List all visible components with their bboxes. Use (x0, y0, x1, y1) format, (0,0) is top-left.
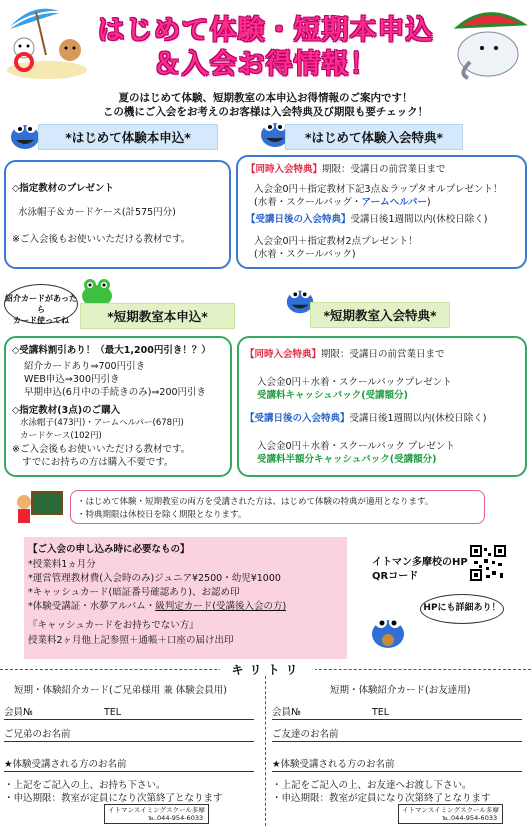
card-left-line-1 (4, 719, 254, 720)
card-right-name: ご友達のお名前 (272, 729, 339, 740)
short-benefit-a1: 入会金0円＋水着・スクールバックプレゼント (257, 377, 452, 388)
trial-benefit-a2-pre: (水着・スクールバッグ・ (254, 197, 362, 208)
trial-benefit-a2-post: ) (426, 197, 431, 208)
card-right-line-1 (272, 719, 522, 720)
section-header-trial-benefits: *はじめて体験入会特典* (285, 124, 463, 150)
tag-same-day-short-period: 期限：受講日の前営業日まで (321, 349, 445, 360)
required-item-2: *運営管理教材費(入会時のみ)ジュニア¥2500・幼児¥1000 (28, 573, 281, 584)
required-item-3: *キャッシュカード(暗証番号確認あり)、お認め印 (28, 587, 240, 598)
hp-detail-bubble: HPにも詳細あり！ (420, 594, 504, 624)
tag-same-day-short: 【同時入会特典】 (245, 349, 322, 360)
trial-benefit-b2: (水着・スクールバック) (254, 249, 356, 260)
card-left-star: ★体験受講される方のお名前 (4, 759, 127, 770)
trial-app-line-2: 水泳帽子＆カードケース(計575円分) (18, 207, 176, 218)
trial-application-box (4, 160, 231, 269)
card-left-tel: TEL (104, 707, 122, 718)
required-item-4-post: (受講後入会の方) (212, 601, 287, 612)
trial-app-line-1: ◇指定教材のプレゼント (12, 183, 114, 194)
section-header-trial-application: *はじめて体験本申込* (38, 124, 218, 150)
card-left-footer-2: ・申込期限：教室が定員になり次第終了となります (4, 793, 223, 804)
short-app-line-7: カードケース(102円) (20, 431, 102, 441)
card-left-stamp-tel: ℡.044-954-6033 (148, 814, 204, 822)
card-left-line-3 (4, 771, 254, 772)
trial-app-line-3: ※ご入会後もお使いいただける教材です。 (12, 234, 191, 245)
tag-after-short: 【受講日後の入会特典】 (245, 413, 350, 424)
intro-card-bubble (4, 284, 78, 324)
qr-code-icon[interactable] (470, 545, 506, 581)
page-title: はじめて体験・短期本申込 (97, 15, 434, 46)
card-right-tel: TEL (372, 707, 390, 718)
required-items-box (24, 537, 347, 659)
card-left-title: 短期・体験紹介カード(ご兄弟様用 兼 体験会員用) (14, 685, 227, 696)
short-app-line-8: ※ご入会後もお使いいただける教材です。 (12, 444, 191, 455)
referral-card-friends (268, 676, 531, 826)
card-right-footer-1: ・上記をご記入の上、お友達へお渡し下さい。 (272, 780, 472, 791)
card-left-stamp (104, 804, 209, 824)
card-right-star: ★体験受講される方のお名前 (272, 759, 395, 770)
referral-card-siblings (0, 676, 264, 826)
card-left-member: 会員№ (4, 707, 33, 718)
trial-benefit-a2-hl: アームヘルパー (361, 197, 427, 208)
card-left-footer-1: ・上記をご記入の上、お持ち下さい。 (4, 780, 166, 791)
trial-benefit-b1: 入会金0円＋指定教材2点プレゼント！ (254, 236, 418, 247)
tag-same-day-period: 期限：受講日の前営業日まで (322, 164, 446, 175)
tag-same-day: 【同時入会特典】 (246, 164, 323, 175)
page-subtitle: ＆入会お得情報！ (153, 49, 378, 80)
short-app-line-1: ◇受講料割引あり！（最大1,200円引き！？） (12, 345, 211, 356)
card-left-stamp-name: イトマンスイミングスクール多摩 (108, 806, 205, 814)
short-app-line-6: 水泳帽子(473円)・アームヘルパー(678円) (20, 418, 184, 428)
tag-after: 【受講日後の入会特典】 (246, 214, 351, 225)
short-app-line-9: すでにお持ちの方は購入不要です。 (22, 457, 174, 468)
short-app-line-2: 紹介カードあり⇒700円引き (24, 361, 146, 372)
short-application-box (4, 336, 232, 477)
note-2: ・特典期限は休校日を除く期限となります。 (77, 510, 247, 520)
short-benefits-box (237, 336, 527, 477)
required-item-6: 授業料2ヶ月他上記参照＋通帳＋口座の届け出印 (28, 635, 234, 646)
cookie-monster-icon (8, 120, 42, 150)
tag-after-period: 受講日後1週間以内(休校日除く) (350, 214, 488, 225)
card-right-stamp (398, 804, 503, 824)
card-right-footer-2: ・申込期限：教室が定員になり次第終了となります (272, 793, 491, 804)
trial-benefits-box (236, 155, 527, 269)
cookie-monster-icon (368, 610, 408, 650)
bubble-line-2: カード使ってね (13, 316, 69, 325)
required-item-4-pre: *体験受講証・水夢アルバム・ (28, 601, 156, 612)
section-header-short-benefits: *短期教室入会特典* (310, 302, 450, 328)
tag-after-short-period: 受講日後1週間以内(休校日除く) (349, 413, 487, 424)
card-left-name: ご兄弟のお名前 (4, 729, 71, 740)
card-left-line-2 (4, 741, 254, 742)
card-right-member: 会員№ (272, 707, 301, 718)
short-app-line-3: WEB申込⇒300円引き (24, 374, 120, 385)
required-item-1: *授業料1ヵ月分 (28, 559, 96, 570)
section-header-short-application: *短期教室本申込* (80, 303, 235, 329)
short-benefit-b2: 受講料半額分キャッシュバック(受講額分) (257, 454, 437, 465)
hp-label: イトマン多摩校のHP (372, 557, 468, 568)
intro-line-2: この機にご入会をお考えのお客様は入会特典及び期限も要チェック！ (102, 106, 429, 118)
notes-box (70, 490, 485, 524)
short-benefit-a2: 受講料キャッシュバック(受講額分) (257, 390, 408, 401)
cut-label: キリトリ (220, 661, 315, 678)
required-title: 【ご入会の申し込み時に必要なもの】 (28, 544, 190, 555)
required-item-5: 『キャッシュカードをお持ちでない方』 (28, 620, 199, 631)
card-right-line-3 (272, 771, 522, 772)
card-right-line-2 (272, 741, 522, 742)
card-right-title: 短期・体験紹介カード(お友達用) (330, 685, 471, 696)
card-right-stamp-name: イトマンスイミングスクール多摩 (402, 806, 499, 814)
card-divider (265, 676, 266, 826)
short-app-line-5: ◇指定教材(3点)のご購入 (12, 405, 121, 416)
short-benefit-b1: 入会金0円＋水着・スクールバック プレゼント (257, 441, 455, 452)
trial-benefit-a1: 入会金0円＋指定教材下記3点＆ラップタオルプレゼント！ (254, 184, 503, 195)
note-1: ・はじめて体験・短期教室の両方を受講された方は、はじめて体験の特典が適用となります。 (77, 497, 434, 507)
intro-line-1: 夏のはじめて体験、短期教室の本申込お得情報のご案内です！ (118, 92, 413, 104)
teacher-icon (14, 490, 64, 524)
bubble-line-1: 紹介カードがあったら (5, 294, 77, 314)
card-right-stamp-tel: ℡.044-954-6033 (442, 814, 498, 822)
qr-label: QRコード (372, 571, 419, 582)
short-app-line-4: 早期申込(6月中の手続きのみ)⇒200円引き (24, 387, 207, 398)
required-item-4-hl: 級判定カード (155, 601, 213, 612)
